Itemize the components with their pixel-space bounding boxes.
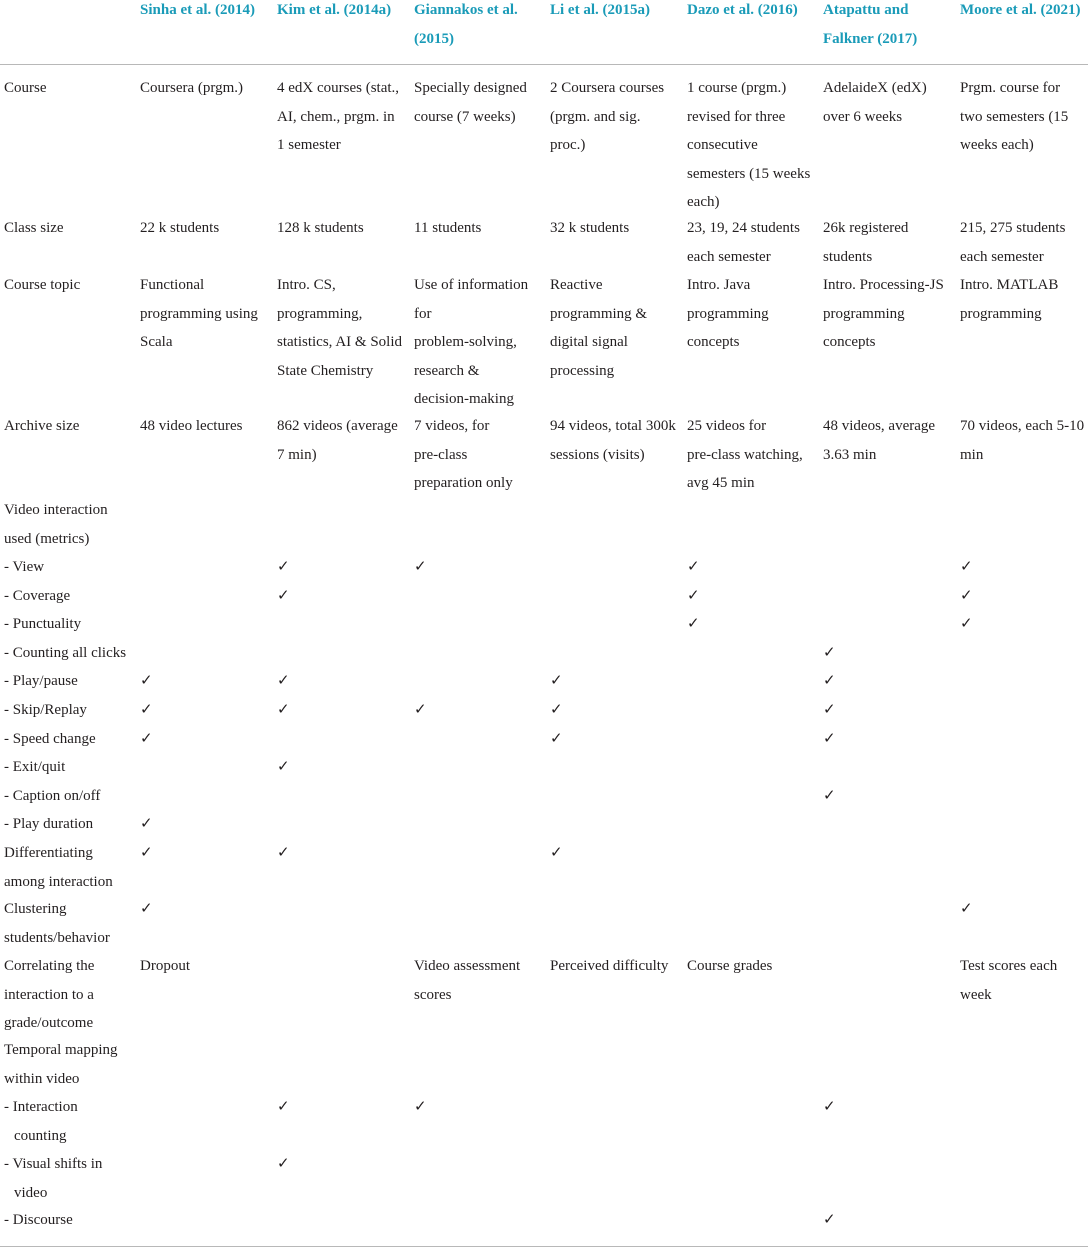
table-cell: revised for three [687,108,786,125]
row-label: Correlating the [4,958,95,974]
table-cell: concepts [823,334,876,350]
table-cell: problem-solving, [414,334,517,350]
table-cell: min [960,446,984,463]
check-mark-icon: ✓ [550,673,563,689]
check-mark-icon: ✓ [140,816,153,832]
column-header: Li et al. (2015a) [550,2,650,18]
row-label: - Counting all clicks [4,645,127,661]
table-cell: two semesters (15 [960,108,1069,125]
table-cell: students [823,248,873,265]
check-mark-icon: ✓ [277,1156,290,1172]
row-label: - Coverage [4,588,71,604]
table-cell: over 6 weeks [823,108,903,125]
table-cell: 25 videos for [687,418,767,434]
table-cell: State Chemistry [277,362,374,379]
row-label: used (metrics) [4,530,90,547]
row-label: - Caption on/off [4,788,101,804]
table-cell: 3.63 min [823,446,877,463]
table-cell: Perceived difficulty [550,958,669,974]
table-cell: statistics, AI & Solid [277,334,403,350]
table-cell: 1 course (prgm.) [687,80,787,96]
column-header: Dazo et al. (2016) [687,2,798,18]
table-cell: 70 videos, each 5-10 [960,418,1085,434]
check-mark-icon: ✓ [823,1212,836,1228]
table-cell: (prgm. and sig. [550,108,641,125]
check-mark-icon: ✓ [140,673,153,689]
row-label: - Play duration [4,816,94,832]
table-cell: programming [687,305,769,322]
table-cell: preparation only [414,475,513,491]
row-label: - Visual shifts in [4,1156,103,1172]
table-cell: research & [414,362,480,379]
row-label: Archive size [4,418,80,434]
check-mark-icon: ✓ [960,588,973,604]
table-cell: Intro. Processing-JS [823,277,944,293]
column-header: Moore et al. (2021) [960,2,1081,18]
table-cell: Course grades [687,958,773,974]
table-cell: concepts [687,334,740,350]
table-cell: 26k registered [823,220,909,236]
check-mark-icon: ✓ [140,702,153,718]
check-mark-icon: ✓ [550,731,563,747]
row-label: - Exit/quit [4,759,66,775]
table-cell: 11 students [414,220,482,236]
table-cell: processing [550,362,615,379]
table-cell: for [414,305,432,322]
check-mark-icon: ✓ [277,673,290,689]
table-cell: Test scores each [960,958,1058,974]
check-mark-icon: ✓ [550,702,563,718]
table-cell: each semester [687,248,771,265]
row-label: interaction to a [4,986,94,1003]
check-mark-icon: ✓ [277,559,290,575]
table-cell: 215, 275 students [960,220,1066,236]
table-cell: programming using [140,305,258,322]
row-label: - Punctuality [4,616,82,632]
check-mark-icon: ✓ [823,788,836,804]
table-cell: Intro. CS, [277,277,336,293]
row-label: Class size [4,220,64,236]
check-mark-icon: ✓ [277,759,290,775]
table-cell: programming & [550,305,648,322]
column-header: Giannakos et al. [414,2,518,18]
column-header: Kim et al. (2014a) [277,2,392,18]
check-mark-icon: ✓ [414,559,427,575]
table-cell: week [960,986,992,1003]
check-mark-icon: ✓ [687,616,700,632]
table-cell: 48 video lectures [140,418,243,434]
table-cell: 94 videos, total 300k [550,418,676,434]
row-label: - Speed change [4,731,96,747]
table-cell: 48 videos, average [823,418,936,434]
row-label: within video [4,1070,80,1087]
table-cell: semesters (15 weeks [687,165,811,182]
table-cell: Use of information [414,277,529,293]
row-label: - Discourse [4,1212,73,1228]
table-cell: Scala [140,334,173,350]
table-cell: pre-class [414,446,468,463]
check-mark-icon: ✓ [277,1099,290,1115]
table-cell: 23, 19, 24 students [687,220,800,236]
table-cell: Coursera (prgm.) [140,80,244,96]
table-cell: 7 videos, for [414,418,490,434]
check-mark-icon: ✓ [687,559,700,575]
check-mark-icon: ✓ [823,702,836,718]
table-cell: consecutive [687,137,758,153]
row-label: Course topic [4,277,81,293]
check-mark-icon: ✓ [687,588,700,604]
row-label: Differentiating [4,845,93,861]
table-cell: 862 videos (average [277,418,398,434]
check-mark-icon: ✓ [140,901,153,917]
check-mark-icon: ✓ [140,731,153,747]
row-label: video [14,1184,48,1201]
column-header: Falkner (2017) [823,30,918,47]
check-mark-icon: ✓ [960,559,973,575]
check-mark-icon: ✓ [823,1099,836,1115]
table-cell: decision-making [414,391,514,407]
check-mark-icon: ✓ [140,845,153,861]
column-header: Atapattu and [823,2,909,18]
table-cell: programming [960,305,1042,322]
row-label: among interaction [4,873,113,890]
table-rule [0,64,1088,65]
check-mark-icon: ✓ [960,616,973,632]
table-cell: proc.) [550,137,586,153]
table-cell: 4 edX courses (stat., [277,80,400,96]
table-cell: Functional [140,277,205,293]
column-header: (2015) [414,30,454,47]
row-label: - Skip/Replay [4,702,87,718]
row-label: Temporal mapping [4,1042,118,1058]
check-mark-icon: ✓ [277,588,290,604]
table-cell: Reactive [550,277,603,293]
row-label: counting [14,1127,67,1144]
table-cell: digital signal [550,334,628,350]
table-cell: 1 semester [277,137,341,153]
table-cell: Intro. Java [687,277,751,293]
table-cell: avg 45 min [687,475,755,491]
table-cell: scores [414,986,452,1003]
check-mark-icon: ✓ [960,901,973,917]
check-mark-icon: ✓ [414,702,427,718]
table-cell: programming, [277,305,363,322]
table-cell: 128 k students [277,220,364,236]
table-cell: AdelaideX (edX) [823,80,927,96]
table-cell: 2 Coursera courses [550,80,665,96]
table-rule [0,1246,1088,1247]
check-mark-icon: ✓ [277,702,290,718]
table-cell: Specially designed [414,80,527,96]
table-cell: weeks each) [960,137,1034,153]
row-label: - Play/pause [4,673,78,689]
row-label: students/behavior [4,929,110,946]
table-cell: AI, chem., prgm. in [277,108,395,125]
table-cell: course (7 weeks) [414,108,516,125]
check-mark-icon: ✓ [823,731,836,747]
table-cell: 22 k students [140,220,220,236]
table-cell: Dropout [140,958,190,974]
row-label: Course [4,80,47,96]
table-cell: sessions (visits) [550,446,645,463]
row-label: grade/outcome [4,1015,94,1031]
row-label: Video interaction [4,502,108,518]
table-cell: 32 k students [550,220,630,236]
check-mark-icon: ✓ [823,645,836,661]
row-label: - Interaction [4,1099,78,1115]
table-cell: Intro. MATLAB [960,277,1059,293]
table-cell: programming [823,305,905,322]
table-cell: Video assessment [414,958,521,974]
table-cell: each semester [960,248,1044,265]
check-mark-icon: ✓ [414,1099,427,1115]
table-cell: each) [687,194,720,210]
table-cell: Prgm. course for [960,80,1061,96]
row-label: - View [4,559,45,575]
table-cell: pre-class watching, [687,446,803,463]
table-cell: 7 min) [277,446,317,463]
check-mark-icon: ✓ [277,845,290,861]
row-label: Clustering [4,901,67,917]
column-header: Sinha et al. (2014) [140,2,256,18]
check-mark-icon: ✓ [550,845,563,861]
check-mark-icon: ✓ [823,673,836,689]
